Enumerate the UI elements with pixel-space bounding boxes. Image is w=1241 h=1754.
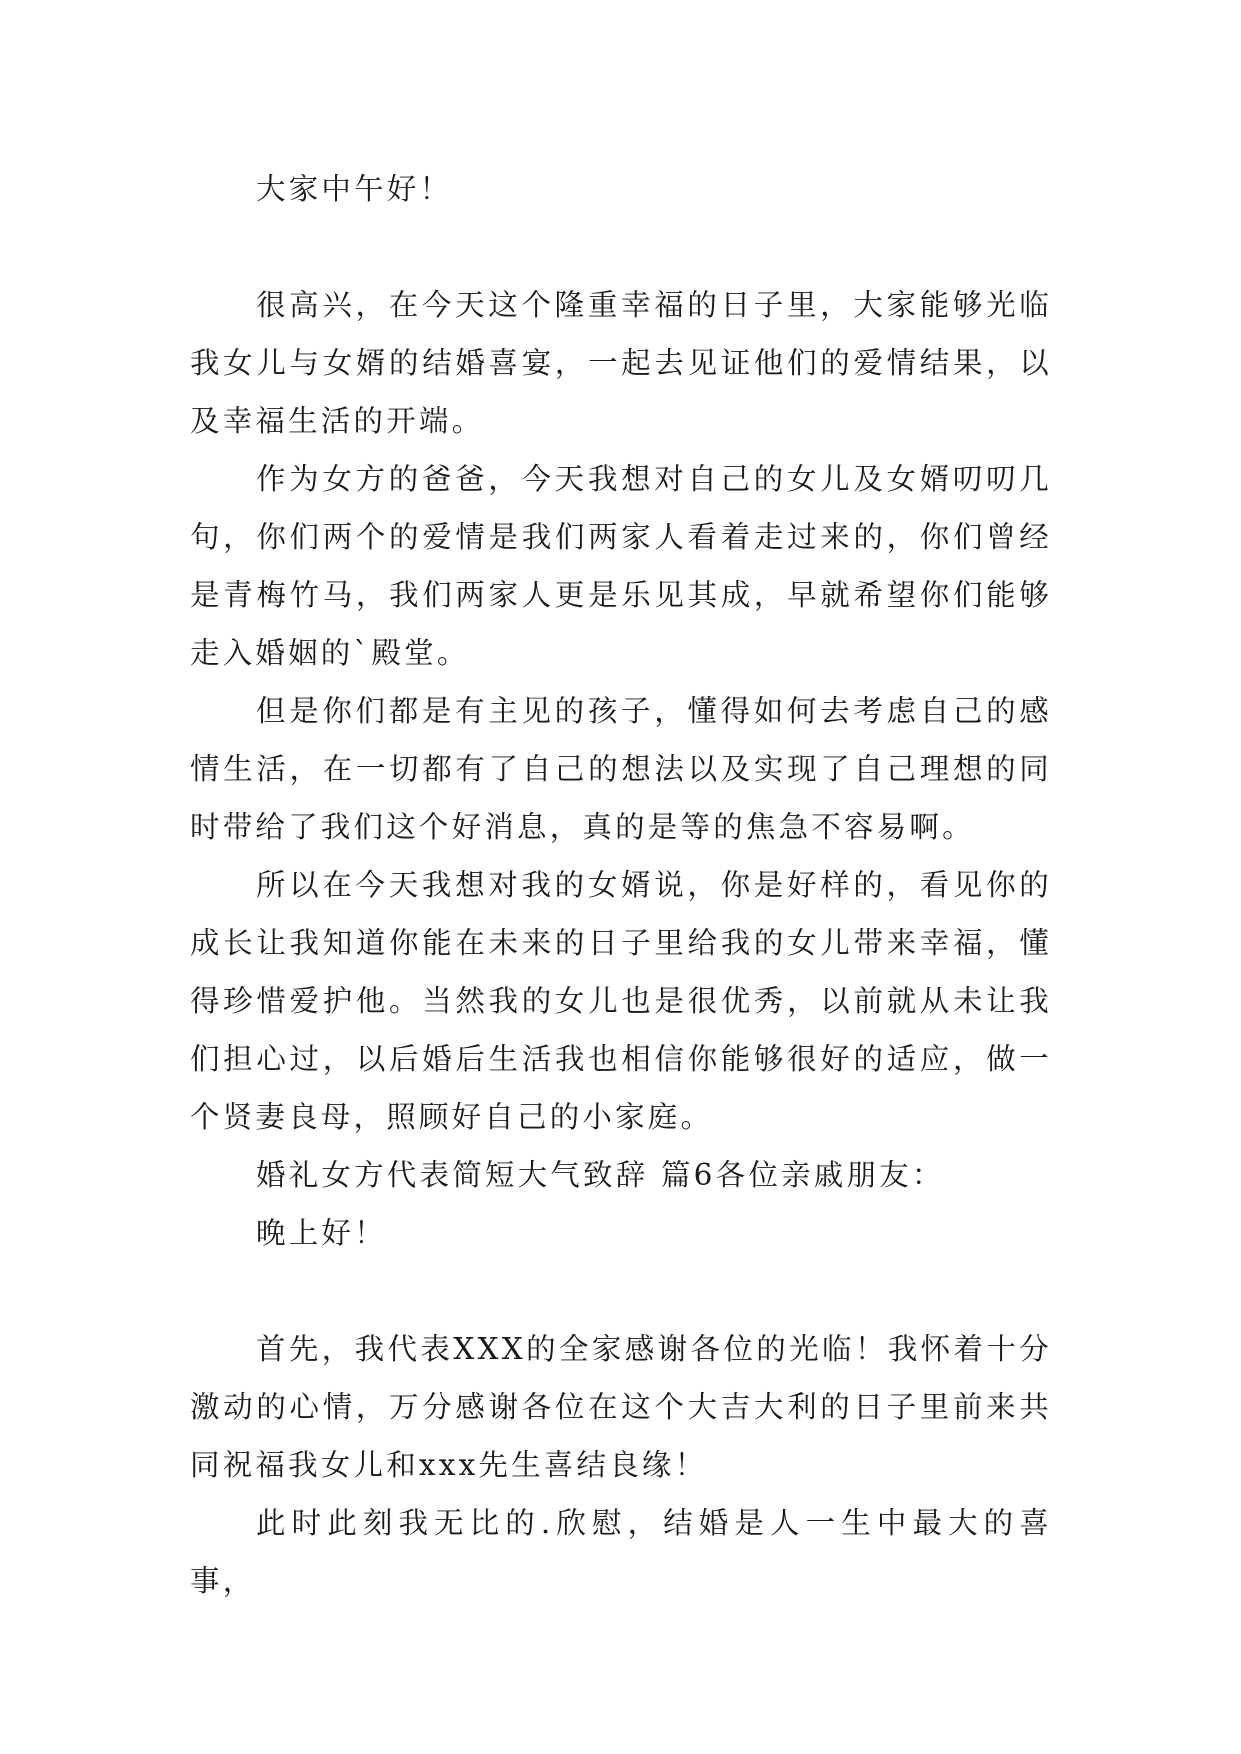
blank-line (190, 1262, 1052, 1320)
blank-line (190, 218, 1052, 276)
paragraph-greeting-evening: 晚上好！ (256, 1216, 387, 1250)
paragraph-greeting-noon: 大家中午好！ (256, 172, 453, 206)
paragraph-welcome: 很高兴，在今天这个隆重幸福的日子里，大家能够光临我女儿与女婿的结婚喜宴，一起去见证他们的爱情结果，以及幸福生活的开端。 (190, 288, 1052, 438)
paragraph-thanks: 首先，我代表XXX的全家感谢各位的光临！我怀着十分激动的心情，万分感谢各位在这个大吉大利的日子里前来共同祝福我女儿和xxx先生喜结良缘！ (190, 1332, 1052, 1482)
paragraph-father-words: 作为女方的爸爸，今天我想对自己的女儿及女婿叨叨几句，你们两个的爱情是我们两家人看着走过来的，你们曾经是青梅竹马，我们两家人更是乐见其成，早就希望你们能够走入婚姻的`殿堂。 (190, 462, 1052, 670)
document-body (190, 160, 1052, 1610)
paragraph-gratified: 此时此刻我无比的.欣慰，结婚是人一生中最大的喜事， (190, 1506, 1052, 1598)
paragraph-to-son-in-law: 所以在今天我想对我的女婿说，你是好样的，看见你的成长让我知道你能在未来的日子里给我的女儿带来幸福，懂得珍惜爱护他。当然我的女儿也是很优秀，以前就从未让我们担心过，以后婚后生活我也相信你能够很好的适应，做一个贤妻良母，照顾好自己的小家庭。 (190, 868, 1052, 1134)
section-heading-speech-6: 婚礼女方代表简短大气致辞 篇6各位亲戚朋友： (256, 1158, 945, 1192)
paragraph-children-thoughts: 但是你们都是有主见的孩子，懂得如何去考虑自己的感情生活，在一切都有了自己的想法以及实现了自己理想的同时带给了我们这个好消息，真的是等的焦急不容易啊。 (190, 694, 1052, 844)
